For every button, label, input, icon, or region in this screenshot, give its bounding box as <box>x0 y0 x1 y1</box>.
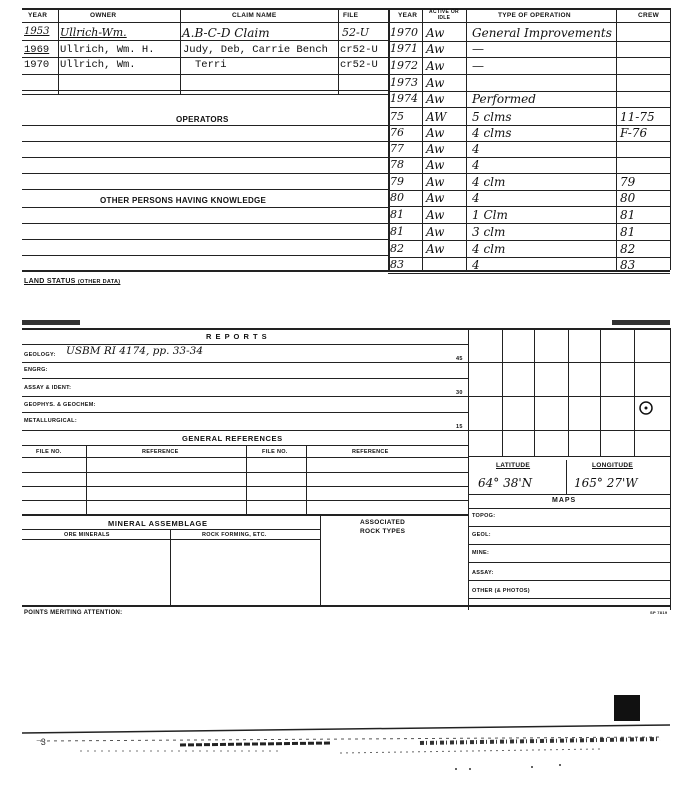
op-year: 1970 <box>390 26 418 39</box>
assay-num: 30 <box>456 390 463 396</box>
geology-num: 45 <box>456 356 463 362</box>
target-circle-icon <box>638 400 654 416</box>
file-no-header-2: FILE NO. <box>262 449 288 455</box>
op-status: Aw <box>426 208 445 222</box>
longitude-value: 165° 27'W <box>574 476 638 490</box>
op-type: 5 clms <box>472 110 512 124</box>
op-type: 4 <box>472 142 480 156</box>
op-crew: 83 <box>620 258 636 272</box>
col-year: YEAR <box>28 12 48 19</box>
op-type: — <box>472 42 484 56</box>
other-persons-heading: OTHER PERSONS HAVING KNOWLEDGE <box>100 196 267 205</box>
claim-year: 1969 <box>24 44 50 56</box>
claim-name: A.B-C-D Claim <box>182 26 270 40</box>
col-year-2: YEAR <box>398 12 418 19</box>
op-row-line <box>388 206 670 207</box>
mine-label: MINE: <box>472 550 490 556</box>
op-crew: 81 <box>620 208 636 222</box>
op-type: Performed <box>472 92 536 106</box>
engrg-label: ENGRG: <box>24 367 48 373</box>
geology-label: GEOLOGY: <box>24 352 56 358</box>
op-year: 81 <box>390 208 404 221</box>
reference-header-2: REFERENCE <box>352 449 389 455</box>
op-year: 76 <box>390 126 404 139</box>
op-year: 80 <box>390 191 404 204</box>
op-row-line <box>388 223 670 224</box>
claim-owner: Ullrich-Wm. <box>60 26 127 39</box>
op-crew: 79 <box>620 175 636 189</box>
metal-num: 15 <box>456 424 463 430</box>
rock-forming-header: ROCK FORMING, ETC. <box>202 532 267 538</box>
latitude-label: LATITUDE <box>496 462 531 469</box>
op-year: 77 <box>390 142 404 155</box>
assay-maps-label: ASSAY: <box>472 570 494 576</box>
form-number: SP 7819 <box>650 610 668 615</box>
op-type: 4 <box>472 258 480 272</box>
col-crew: CREW <box>638 12 660 19</box>
col-type-operation: TYPE OF OPERATION <box>498 12 571 19</box>
claim-name: Terri <box>195 59 227 71</box>
col-claim-name: CLAIM NAME <box>232 12 277 19</box>
latitude-value: 64° 38'N <box>478 476 533 490</box>
op-crew: 80 <box>620 191 636 205</box>
op-year: 82 <box>390 242 404 255</box>
claim-file: 52-U <box>342 26 369 39</box>
op-row-line <box>388 57 670 58</box>
mineral-assemblage-heading: MINERAL ASSEMBLAGE <box>108 519 208 528</box>
op-year: 75 <box>390 110 404 123</box>
op-crew: 82 <box>620 242 636 256</box>
claim-year: 1970 <box>24 59 50 71</box>
reference-header: REFERENCE <box>142 449 179 455</box>
op-year: 1972 <box>390 59 418 72</box>
op-status: Aw <box>426 42 445 56</box>
op-crew: 81 <box>620 225 636 239</box>
op-status: Aw <box>426 126 445 140</box>
claim-year: 1953 <box>24 26 50 37</box>
op-row-line <box>388 74 670 75</box>
op-type: 3 clm <box>472 225 506 239</box>
maps-heading: MAPS <box>552 497 577 504</box>
claim-owner: Ullrich, Wm. <box>60 59 136 71</box>
reports-heading: R E P O R T S <box>206 332 268 341</box>
op-type: General Improvements <box>472 26 612 40</box>
op-row-line <box>388 173 670 174</box>
op-status: Aw <box>426 59 445 73</box>
op-status: Aw <box>426 142 445 156</box>
points-meriting-label: POINTS MERITING ATTENTION: <box>24 610 123 616</box>
op-type: 4 clm <box>472 242 506 256</box>
geol-label: GEOL: <box>472 532 491 538</box>
op-row-line <box>388 273 670 274</box>
op-year: 1973 <box>390 76 418 89</box>
assay-label: ASSAY & IDENT: <box>24 385 72 391</box>
op-status: Aw <box>426 242 445 256</box>
topog-label: TOPOG: <box>472 513 496 519</box>
op-status: Aw <box>426 191 445 205</box>
op-type: 4 clms <box>472 126 512 140</box>
associated-label: ASSOCIATED <box>360 519 406 526</box>
op-type: 4 <box>472 158 480 172</box>
op-status: Aw <box>426 158 445 172</box>
op-status: Aw <box>426 225 445 239</box>
op-status: Aw <box>426 175 445 189</box>
op-year: 1974 <box>390 92 418 105</box>
longitude-label: LONGITUDE <box>592 462 633 469</box>
col-file: FILE <box>343 12 359 19</box>
op-type: 1 Clm <box>472 208 508 222</box>
op-year: 78 <box>390 158 404 171</box>
op-status: Aw <box>426 92 445 106</box>
land-status-label <box>24 278 120 285</box>
land-status-sub: (OTHER DATA) <box>77 279 121 285</box>
geology-value: USBM RI 4174, pp. 33-34 <box>66 345 204 357</box>
op-type: — <box>472 59 484 73</box>
scan-noise <box>0 695 678 785</box>
claim-name: Judy, Deb, Carrie Bench <box>183 44 328 56</box>
geophys-label: GEOPHYS. & GEOCHEM: <box>24 402 96 408</box>
ore-minerals-header: ORE MINERALS <box>64 532 110 538</box>
claim-owner: Ullrich, Wm. H. <box>60 44 155 56</box>
other-photos-label: OTHER (& PHOTOS) <box>472 588 530 594</box>
op-year: 79 <box>390 175 404 188</box>
metallurgical-label: METALLURGICAL: <box>24 418 77 424</box>
file-no-header: FILE NO. <box>36 449 62 455</box>
rock-types-label: ROCK TYPES <box>360 528 406 535</box>
op-row-line <box>388 240 670 241</box>
operators-heading: OPERATORS <box>176 115 229 124</box>
op-type: 4 <box>472 191 480 205</box>
general-refs-heading: GENERAL REFERENCES <box>182 434 283 443</box>
op-status: Aw <box>426 26 445 40</box>
op-crew: F-76 <box>620 126 648 140</box>
op-row-line <box>388 107 670 108</box>
op-type: 4 clm <box>472 175 506 189</box>
op-year: 83 <box>390 258 404 271</box>
land-status-text: LAND STATUS <box>24 278 76 285</box>
op-crew: 11-75 <box>620 110 655 124</box>
claim-file: cr52-U <box>340 44 378 56</box>
claim-file: cr52-U <box>340 59 378 71</box>
svg-text:⁻3: ⁻3 <box>36 737 46 747</box>
op-year: 81 <box>390 225 404 238</box>
col-active-idle: ACTIVE OR IDLE <box>429 9 459 21</box>
op-status: AW <box>426 110 447 124</box>
op-year: 1971 <box>390 42 418 55</box>
op-status: Aw <box>426 76 445 90</box>
col-owner: OWNER <box>90 12 117 19</box>
